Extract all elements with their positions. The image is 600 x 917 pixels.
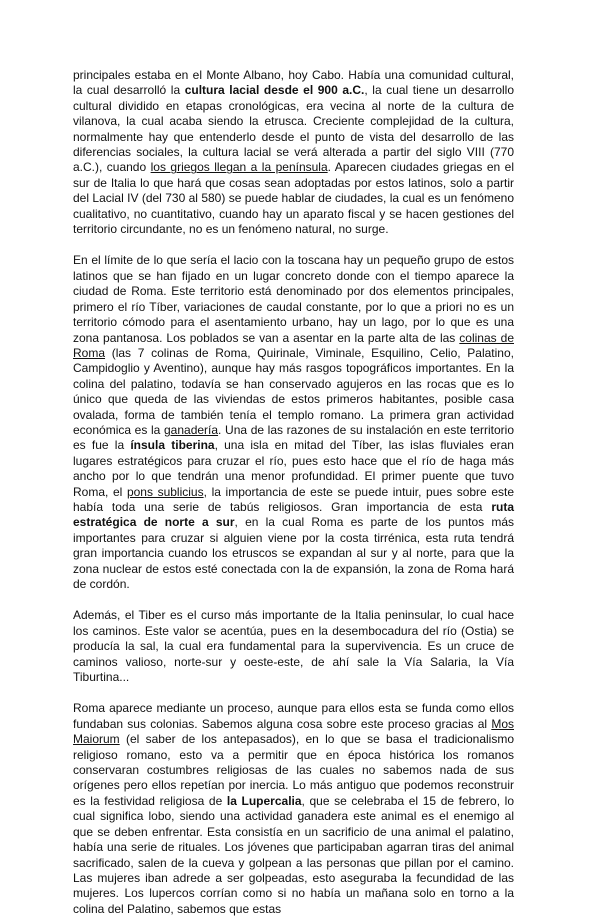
text-run: principales estaba en el Monte Albano, hoy Cabo. Había una comunidad cultural, la cual desarrolló la (73, 68, 514, 98)
bold-text: la Lupercalia (226, 793, 302, 808)
text-run: , una isla en mitad del Tíber, las islas fluviales eran lugares estratégicos para cruzar el río, pues esto hace que el río de haga más ancho por lo que tendrán una menor profundidad. El primer puente que tuvo Roma, el (73, 438, 514, 499)
text-run: , la importancia de este se puede intuir, pues sobre este había toda una serie de tabús religiosos. Gran importancia de esta (73, 484, 515, 514)
text-run: Roma aparece mediante un proceso, aunque para ellos esta se funda como ellos fundaban sus colonias. Sabemos alguna cosa sobre este proceso gracias al (73, 701, 514, 731)
paragraph-lacio-toscana (73, 253, 514, 592)
bold-text: ínsula tiberina (130, 438, 215, 453)
text-run: , la cual tiene un desarrollo cultural dividido en etapas cronológicas, era vecina al norte de la cultura de vilanova, la cual acaba siendo la etrusca. Creciente complejidad de la cultura, normalmente hay que entenderlo desde el punto de vista del desarrollo de las diferencias sociales, la cultura lacial se verá alterada a partir del siglo VIII (770 a.C.), cuando (73, 83, 515, 175)
text-run: (el saber de los antepasados), en lo que se basa el tradicionalismo religioso romano, esto va a permitir que en época histórica los romanos conservaran costumbres religiosas de las cuales no sabemos nada de sus orígenes pero ellos repetían por inercia. Lo más antiguo que podemos reconstruir es la festividad religiosa de (73, 732, 514, 808)
underlined-text: pons sublicius (126, 484, 204, 499)
text-run: Además, el Tiber es el curso más importante de la Italia peninsular, lo cual hace los caminos. Este valor se acentúa, pues en la desembocadura del río (Ostia) se producía la sal, la cual era fundamental para la supervivencia. Es un cruce de caminos valioso, norte-sur y oeste-este, de ahí sale la Vía Salaria, la Vía Tiburtina... (73, 608, 514, 685)
text-run: , en la cual Roma es parte de los puntos más importantes para cruzar si alguien viene por la costa tirrénica, esta ruta tendrá gran importancia cuando los etruscos se expandan al sur y al norte, para que la zona nuclear de estos esté conectada con la de expansión, la zona de Roma hará de cordón. (73, 515, 514, 591)
paragraph-cultura-lacial (73, 68, 514, 237)
text-run: (las 7 colinas de Roma, Quirinale, Viminale, Esquilino, Celio, Palatino, Campidoglio y Aventino), aunque hay más rasgos topográficos importantes. En la colina del palatino, todavía se han conservado agujeros en las rocas que es lo único que queda de las viviendas de estos primeros habitantes, posible casa ovalada, forma de también tenía el templo romano. La primera gran actividad económica es la (73, 345, 514, 437)
paragraph-tiber-caminos (73, 608, 514, 685)
bold-text: cultura lacial desde el 900 a.C. (184, 83, 365, 98)
bold-text: ruta estratégica de norte a sur (73, 499, 514, 530)
text-run: , que se celebraba el 15 de febrero, lo cual significa lobo, siendo una actividad ganadera este animal es el enemigo al que se deben enfrentar. Esta consistía en un sacrificio de una animal el palatino, había una serie de rituales. Los jóvenes que participaban agarran tiras del animal sacrificado, salen de la cueva y golpean a las personas que pillan por el camino. Las mujeres iban adrede a ser golpeadas, esto aseguraba la fecundidad de las mujeres. Los lupercos corrían como si no había un mañana solo en torno a la colina del Palatino, sabemos que estas (73, 793, 514, 916)
paragraph-lupercalia (73, 701, 514, 917)
underlined-text: colinas de Roma (73, 330, 514, 360)
text-run: . Una de las razones de su instalación en este territorio es fue la (73, 422, 515, 453)
text-run: . Aparecen ciudades griegas en el sur de Italia lo que hará que cosas sean adoptadas por estos latinos, solo a partir del Lacial IV (del 730 al 580) se puede hablar de ciudades, la cual es un fenómeno cualitativo, no cuantitativo, cuando hay un aparato fiscal y se hacen gestiones del territorio circundante, no es un fenómeno natural, no surge. (73, 160, 515, 237)
underlined-text: Mos Maiorum (73, 716, 514, 747)
underlined-text: ganadería (164, 422, 219, 437)
underlined-text: los griegos llegan a la península (150, 160, 328, 175)
text-run: En el límite de lo que sería el lacio con la toscana hay un pequeño grupo de estos latinos que se han fijado en un lugar concreto donde con el tiempo aparece la ciudad de Roma. Este territorio está denominado por dos elementos principales, primero el río Tíber, variaciones de caudal constante, por lo que a priori no es un territorio cómodo para el asentamiento urbano, hay un lago, por lo que es una zona pantanosa. Los poblados se van a asentar en la parte alta de las (73, 253, 514, 345)
